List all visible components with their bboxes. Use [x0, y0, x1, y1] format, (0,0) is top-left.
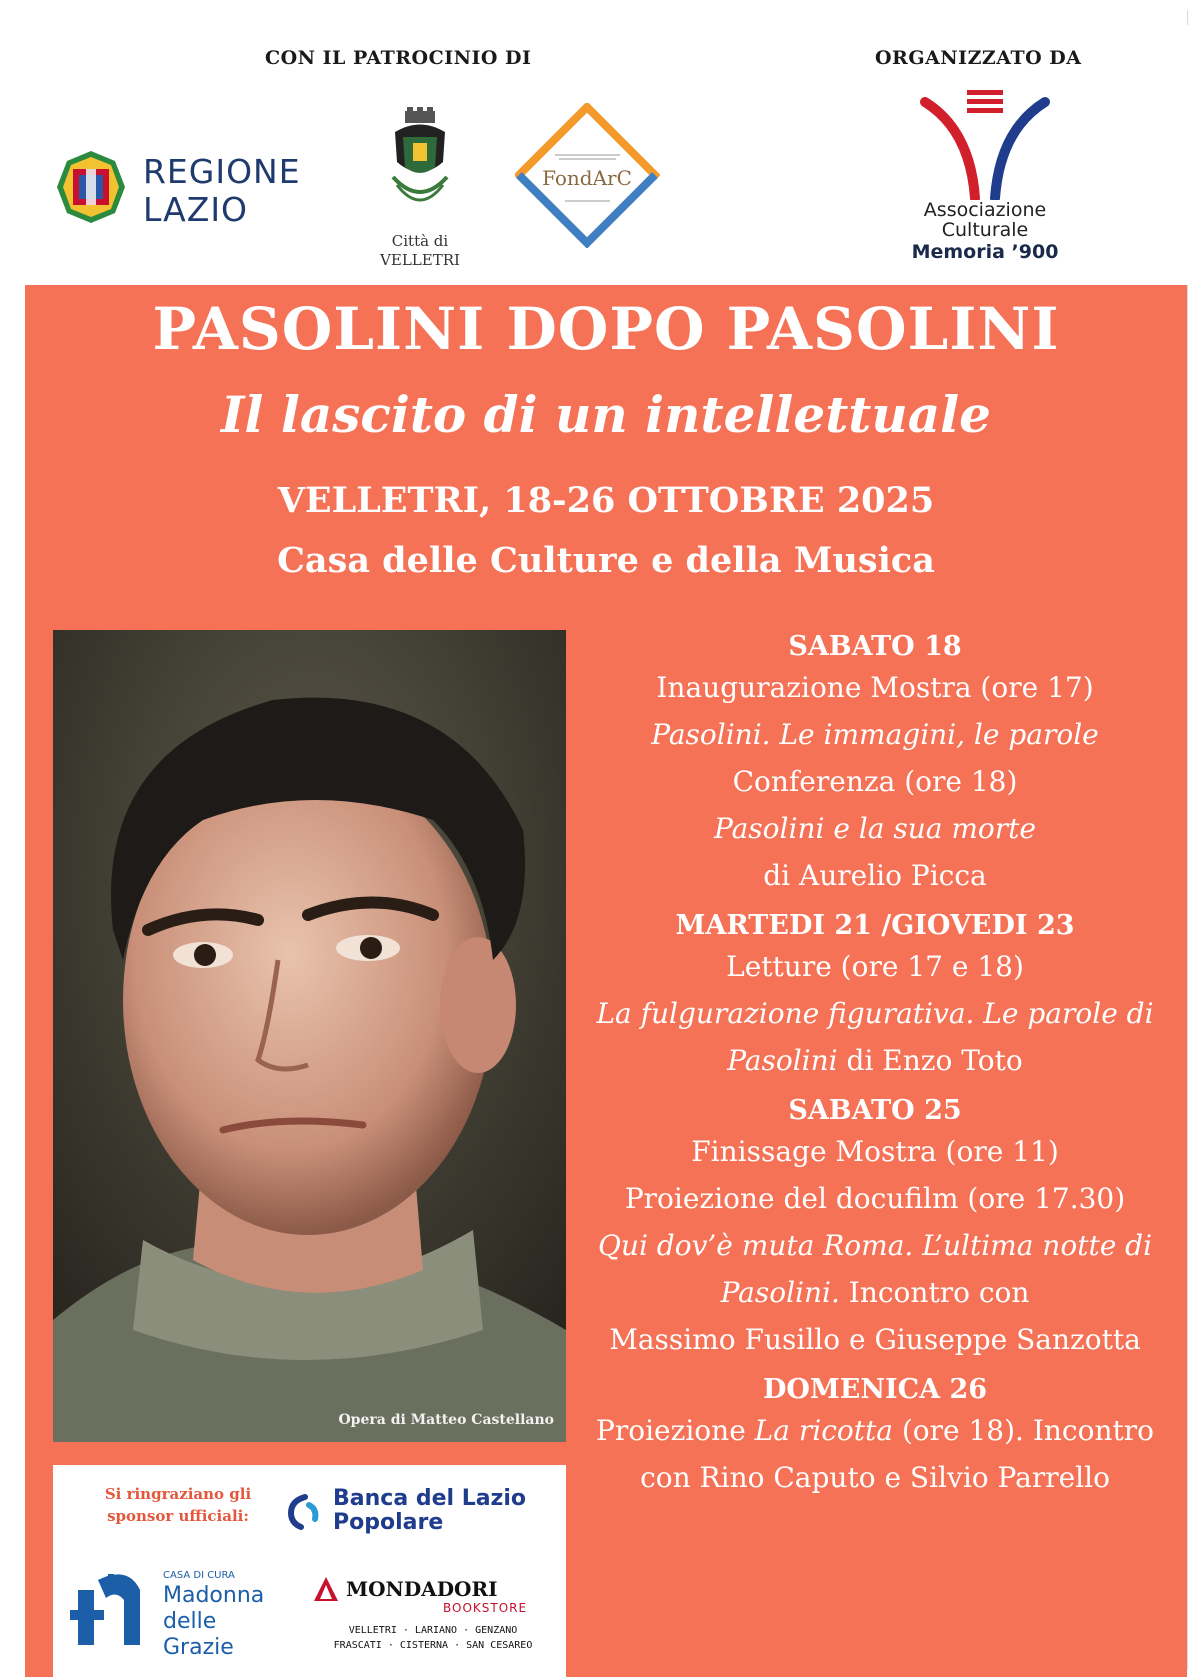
pasolini-portrait [53, 630, 566, 1442]
program-line-italic: Pasolini [727, 1044, 838, 1077]
program-line-text: Proiezione [595, 1414, 755, 1447]
banca-line-1: Banca del Lazio [333, 1486, 527, 1511]
velletri-text: VELLETRI [380, 251, 460, 269]
velletri-caption [360, 232, 480, 270]
lazio-word: LAZIO [143, 190, 249, 229]
program-line-text: (ore 18). Incontro [892, 1414, 1154, 1447]
memoria-900-logo [895, 90, 1075, 290]
day-heading-sabato-18: SABATO 18 [788, 631, 962, 662]
mondadori-bookstore-logo [308, 1575, 563, 1665]
banca-swirl-icon [283, 1491, 327, 1535]
program-line: Qui dov’è muta Roma. L’ultima notte di [597, 1229, 1153, 1262]
mondadori-towns [308, 1623, 558, 1653]
program-line: Pasolini. Le immagini, le parole [651, 718, 1099, 751]
program-line-italic: Pasolini. [720, 1276, 840, 1309]
towns-line-2: FRASCATI · CISTERNA · SAN CESAREO [333, 1640, 533, 1651]
citta-velletri-logo [360, 107, 480, 277]
program-line: Finissage Mostra (ore 11) [691, 1135, 1059, 1168]
program-line-italic: La ricotta [754, 1414, 893, 1447]
sponsors-box [53, 1465, 566, 1677]
regione-lazio-wordmark [143, 153, 301, 229]
program-line: con Rino Caputo e Silvio Parrello [640, 1461, 1110, 1494]
madonna-wordmark [163, 1583, 288, 1661]
event-program [565, 630, 1185, 1501]
memoria-900-word: Memoria ’900 [911, 241, 1059, 263]
program-line: Massimo Fusillo e Giuseppe Sanzotta [609, 1323, 1141, 1356]
citta-di-text: Città di [391, 232, 449, 250]
event-title: PASOLINI DOPO PASOLINI [152, 295, 1060, 363]
sponsors-thanks [83, 1483, 273, 1527]
day-heading-domenica-26: DOMENICA 26 [762, 1374, 988, 1405]
event-panel [25, 285, 1187, 1677]
program-line: La fulgurazione figurativa. Le parole di [596, 997, 1154, 1030]
event-dates: VELLETRI, 18-26 OTTOBRE 2025 [277, 480, 935, 521]
mondadori-rose-icon [310, 1575, 342, 1603]
portrait-credit: Opera di Matteo Castellano [338, 1412, 554, 1428]
towns-line-1: VELLETRI · LARIANO · GENZANO [348, 1625, 518, 1636]
associazione-word: Associazione [923, 199, 1047, 221]
program-line: Inaugurazione Mostra (ore 17) [656, 671, 1094, 704]
banca-del-lazio-logo [283, 1485, 563, 1545]
event-venue: Casa delle Culture e della Musica [277, 540, 935, 581]
program-line: Conferenza (ore 18) [732, 765, 1018, 798]
program-line: di Aurelio Picca [763, 859, 987, 892]
program-line: Proiezione del docufilm (ore 17.30) [624, 1182, 1126, 1215]
memoria-emblem-icon [895, 90, 1075, 200]
program-line: Letture (ore 17 e 18) [726, 950, 1024, 983]
program-line [565, 1407, 1185, 1454]
regione-lazio-logo [53, 143, 313, 233]
program-line-text: di Enzo Toto [837, 1044, 1023, 1077]
bookstore-label: BOOKSTORE [443, 1601, 528, 1615]
mondadori-wordmark: MONDADORI [346, 1577, 498, 1601]
banca-wordmark [333, 1487, 526, 1535]
casa-di-cura-icon [68, 1560, 156, 1650]
day-heading-martedi-giovedi: MARTEDI 21 /GIOVEDI 23 [675, 910, 1075, 941]
program-line: Pasolini e la sua morte [714, 812, 1036, 845]
madonna-delle-grazie-logo [68, 1560, 288, 1660]
organizer-label: ORGANIZZATO DA [875, 47, 1082, 69]
day-heading-sabato-25: SABATO 25 [788, 1095, 962, 1126]
casa-di-cura-label: CASA DI CURA [163, 1570, 235, 1581]
madonna-line-2: delle Grazie [163, 1609, 234, 1660]
program-line [565, 1269, 1185, 1316]
program-line-text: Incontro con [839, 1276, 1030, 1309]
memoria-wordmark [885, 200, 1085, 264]
velletri-coat-of-arms-icon [385, 107, 455, 222]
fondarc-logo [515, 103, 660, 248]
fondarc-wordmark: FondArC [542, 166, 632, 190]
fondarc-diamond-icon [515, 103, 660, 248]
lazio-crest-icon [53, 149, 129, 225]
poster-header [25, 25, 1190, 285]
thanks-line-1: Si ringraziano gli [104, 1485, 252, 1503]
madonna-line-1: Madonna [163, 1583, 265, 1608]
event-subtitle: Il lascito di un intellettuale [221, 385, 991, 444]
banca-line-2: Popolare [333, 1510, 444, 1535]
portrait-painting-image [53, 630, 566, 1442]
thanks-line-2: sponsor ufficiali: [107, 1507, 249, 1525]
program-line [565, 1037, 1185, 1084]
regione-word: REGIONE [143, 152, 301, 191]
patronage-label: CON IL PATROCINIO DI [265, 47, 532, 69]
culturale-word: Culturale [941, 219, 1029, 241]
